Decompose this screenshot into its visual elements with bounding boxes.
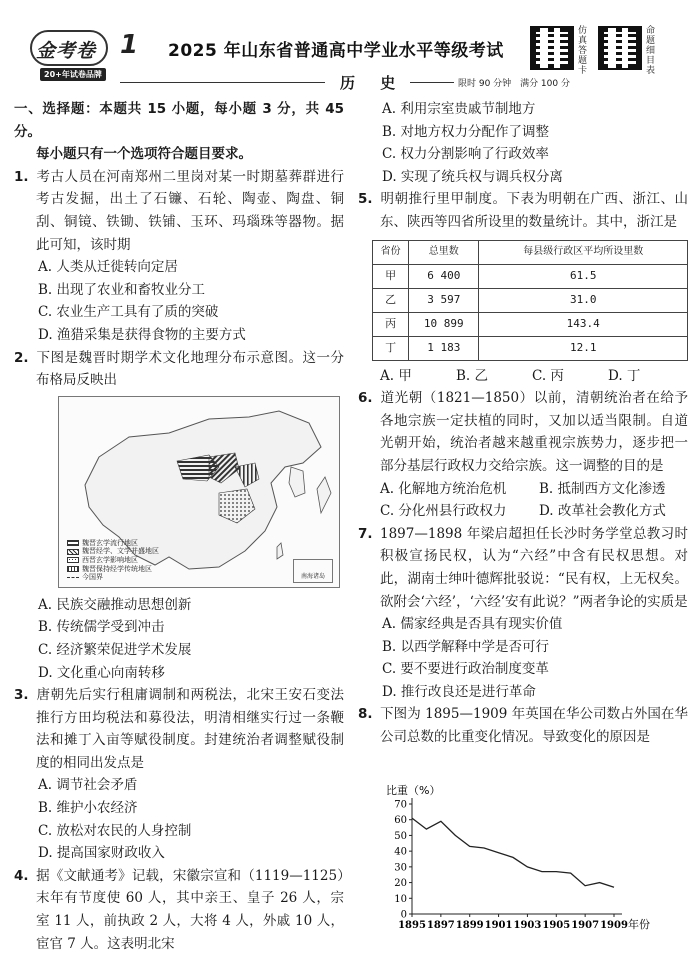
li-count-table [372,240,688,361]
option[interactable]: B. 维护小农经济 [38,800,138,817]
question-6 [358,387,688,477]
exam-meta [458,76,576,89]
full-score: 满分 100 分 [520,79,570,89]
option[interactable]: D. 文化重心向南转移 [38,664,165,681]
table-cell: 丁 [373,336,409,360]
logo-brand-text: 金考卷 [36,40,97,62]
question-stem: 唐朝先后实行租庸调制和两税法，北宋王安石变法推行方田均税法和募役法，明清相继实行过一条鞭法和摊丁入亩等赋役制度。封建统治者调整赋役制度的相同出发点是 [36,687,344,771]
table-header-row [373,240,688,264]
option[interactable]: C. 放松对农民的人身控制 [38,822,192,839]
question-2 [14,347,344,392]
question-1 [14,166,344,256]
option[interactable]: B. 对地方权力分配作了调整 [382,123,550,140]
question-number: 6. [358,390,373,407]
qr-label-answer-card: 仿真答题卡 [578,26,588,76]
legend-swatch-icon [67,540,79,546]
y-tick-label: 60 [394,815,407,827]
south-sea-inset: 南海诸岛 [293,559,333,583]
option[interactable]: B. 乙 [456,367,489,384]
table-cell: 10 899 [409,312,479,336]
table-header: 总里数 [409,240,479,264]
table-cell: 丙 [373,312,409,336]
y-tick-label: 50 [394,830,407,842]
question-8 [358,703,688,748]
left-column [14,98,344,955]
option[interactable]: C. 分化州县行政权力 [380,503,507,520]
korea-peninsula [289,467,305,497]
x-tick-label: 1909 [600,920,628,931]
table-row [373,264,688,288]
option[interactable]: A. 利用宗室贵戚节制地方 [382,101,536,117]
x-tick-label: 1895 [398,920,426,931]
paper-number: 1 [120,30,139,60]
qr-label-spec-table: 命题细目表 [646,26,656,76]
header-rule-right [410,82,454,83]
option[interactable]: D. 推行改良还是进行革命 [382,683,536,700]
table-cell: 12.1 [479,336,688,360]
japan-islands [317,477,331,513]
option[interactable]: A. 甲 [380,367,412,384]
option[interactable]: C. 经济繁荣促进学术发展 [38,641,192,658]
question-stem: 考古人员在河南郑州二里岗对某一时期墓葬群进行考古发掘，出土了石镰、石轮、陶壶、陶盘、铜刮、铜镜、铁锄、铁铺、玉环、玛瑙珠等器物。据此可知，该时期 [36,168,344,253]
exam-title: 2025 年山东省普通高中学业水平等级考试 [168,41,504,61]
x-tick-label: 1897 [426,920,455,931]
option[interactable]: D. 改革社会教化方式 [538,503,666,520]
table-cell: 甲 [373,264,409,288]
question-number: 7. [358,525,373,542]
y-tick-label: 40 [394,846,407,858]
question-stem: 下图为 1895—1909 年英国在华公司数占外国在华公司总数的比重变化情况。导致变化的原因是 [380,706,688,746]
option[interactable]: B. 抵制西方文化渗透 [538,480,666,497]
option[interactable]: D. 实现了统兵权与调兵权分离 [382,168,563,185]
table-row [373,336,688,360]
table-header: 省份 [373,240,409,264]
table-row [373,312,688,336]
question-number: 4. [14,867,29,884]
legend-swatch-icon [67,577,79,578]
question-7 [358,523,688,613]
legend-item [67,547,159,556]
spec-table-qr-icon[interactable] [598,26,642,70]
legend-label: 西晋玄学影响地区 [82,555,138,564]
table-cell: 3 597 [409,288,479,312]
question-stem: 1897—1898 年梁启超担任长沙时务学堂总教习时积极宣扬民权，认为“六经”中含有民权思想。对此，湖南士绅叶德辉批驳说：“民有权，上无权矣。欲附会‘六经’，‘六经’安有此说？”两者争论的实质是 [380,525,688,610]
taiwan-island [277,543,283,559]
section-instruction: 每小题只有一个选项符合题目要求。 [36,146,252,163]
table-header: 每县级行政区平均所设里数 [479,240,688,264]
x-tick-label: 1905 [542,920,571,931]
table-cell: 1 183 [409,336,479,360]
wei-jin-culture-map [58,396,340,588]
table-cell: 31.0 [479,288,688,312]
question-number: 2. [14,349,29,366]
option[interactable]: D. 丁 [608,367,641,384]
header-rule-left [120,82,325,83]
y-tick-label: 10 [394,893,407,905]
legend-label: 魏晋保持经学传统地区 [82,564,152,573]
option[interactable]: C. 权力分割影响了行政效率 [382,146,549,163]
question-5 [358,188,688,233]
legend-swatch-icon [67,566,79,572]
option-row [358,365,688,388]
y-tick-label: 0 [400,909,407,921]
x-tick-label: 1899 [455,920,484,931]
legend-item [67,565,159,574]
x-tick-label: 1907 [571,920,600,931]
option[interactable]: B. 传统儒学受到冲击 [38,619,165,636]
y-tick-label: 30 [394,862,407,874]
option[interactable]: C. 要不要进行政治制度变革 [382,661,549,678]
table-cell: 61.5 [479,264,688,288]
y-tick-label: 70 [394,799,407,811]
legend-label: 魏晋经学、文学并盛地区 [82,547,159,556]
x-axis-label: 年份 [628,918,650,931]
table-cell: 乙 [373,288,409,312]
option[interactable]: D. 提高国家财政收入 [38,845,165,862]
question-number: 8. [358,706,373,723]
option[interactable]: A. 调节社会矛盾 [38,777,138,794]
section-title: 一、选择题：本题共 15 小题，每小题 3 分，共 45 分。 [14,101,344,140]
legend-swatch-icon [67,549,79,555]
brand-logo [28,30,110,80]
exam-header [0,0,685,98]
legend-item [67,556,159,565]
question-stem: 据《文献通考》记载，宋徽宗宣和（1119—1125）末年有节度使 60 人，其中亲王、皇子 26 人，宗室 11 人，前执政 2 人，大将 4 人，外戚 10 人，宦官 7 人。这表明北宋 [36,867,344,952]
table-cell: 6 400 [409,264,479,288]
question-stem: 明朝推行里甲制度。下表为明朝在广西、浙江、山东、陕西等四省所设里的数量统计。其中，浙江是 [380,191,688,230]
y-axis-label: 比重（%） [386,784,441,797]
option[interactable]: A. 化解地方统治危机 [380,480,507,497]
option[interactable]: C. 农业生产工具有了质的突破 [38,304,219,321]
option[interactable]: A. 民族交融推动思想创新 [38,596,192,613]
option[interactable]: C. 丙 [532,367,564,384]
table-cell: 143.4 [479,312,688,336]
logo-tagline: 20+年试卷品牌 [40,68,106,81]
option-row [358,478,688,501]
time-limit: 限时 90 分钟 [458,79,512,89]
legend-swatch-icon [67,557,79,563]
subject-title: 历 史 [340,74,406,92]
question-stem: 道光朝（1821—1850）以前，清朝统治者在给予各地宗族一定扶植的同时，又加以适当限制。自道光朝开始，统治者越来越重视宗族势力，逐步把一部分基层行政权力交给宗族。这一调整的目的是 [380,390,688,474]
british-share-line-chart [382,778,682,938]
table-row [373,288,688,312]
right-column [358,98,688,749]
question-stem: 下图是魏晋时期学术文化地理分布示意图。这一分布格局反映出 [36,349,344,389]
legend-label: 今国界 [82,573,103,582]
answer-card-qr-icon[interactable] [530,26,574,70]
option[interactable]: B. 以西学解释中学是否可行 [382,638,550,655]
question-number: 3. [14,687,29,704]
option[interactable]: B. 出现了农业和畜牧业分工 [38,281,206,298]
y-tick-label: 20 [394,878,407,890]
option[interactable]: A. 人类从迁徙转向定居 [38,259,178,276]
legend-item [67,573,159,582]
option[interactable]: D. 渔猎采集是获得食物的主要方式 [38,326,246,343]
option-row [358,500,688,523]
legend-label: 魏晋玄学流行地区 [82,538,138,547]
series-line [412,818,614,887]
map-legend [67,539,159,582]
question-number: 1. [14,168,29,185]
x-tick-label: 1901 [484,920,513,931]
question-number: 5. [358,191,373,208]
question-4 [14,865,344,955]
option[interactable]: A. 儒家经典是否具有现实价值 [382,616,563,633]
x-tick-label: 1903 [513,920,542,931]
question-3 [14,684,344,774]
